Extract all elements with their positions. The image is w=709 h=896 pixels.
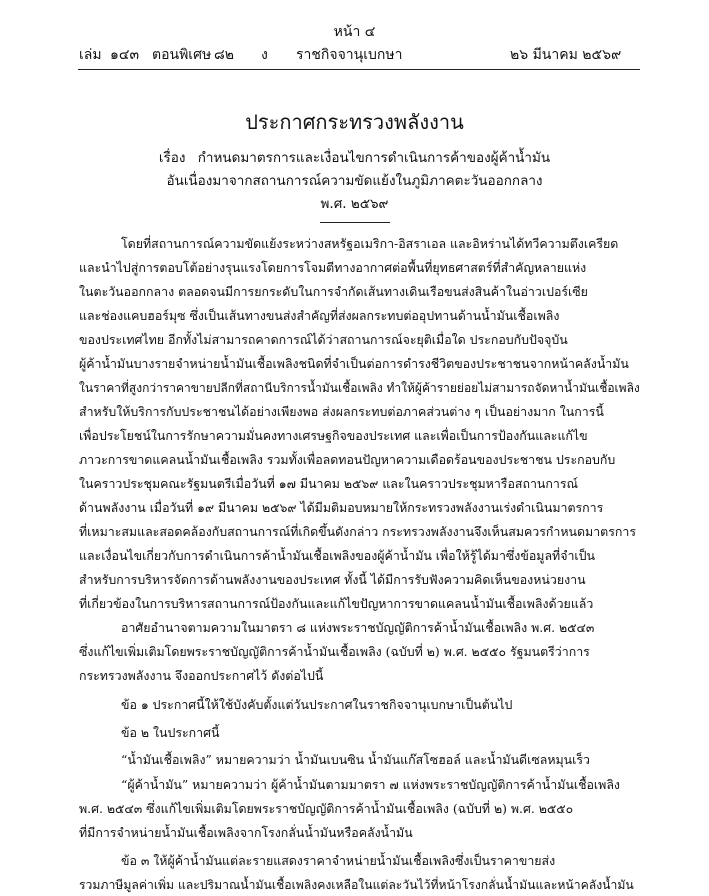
- body-line: และเงื่อนไขเกี่ยวกับการดำเนินการค้าน้ำมันเชื้อเพลิงของผู้ค้าน้ำมัน เพื่อให้รู้ได้มาซึ่งข้อมูลที่จำเป็น: [79, 548, 595, 563]
- body-line: ภาวะการขาดแคลนน้ำมันเชื้อเพลิง รวมทั้งเพื่อลดทอนปัญหาความเดือดร้อนของประชาชน ประกอบกับ: [79, 452, 616, 467]
- announcement-title: ประกาศกระทรวงพลังงาน: [245, 110, 464, 134]
- body-line: และช่องแคบฮอร์มุซ ซึ่งเป็นเส้นทางขนส่งสำคัญที่ส่งผลกระทบต่ออุปทานด้านน้ำมันเชื้อเพลิง: [79, 308, 560, 323]
- body-line: ในคราวประชุมคณะรัฐมนตรีเมื่อวันที่ ๑๗ มีนาคม ๒๕๖๙ และในคราวประชุมหารือสถานการณ์: [79, 476, 579, 491]
- body-line: รวมภาษีมูลค่าเพิ่ม และปริมาณน้ำมันเชื้อเพลิงคงเหลือในแต่ละวันไว้ที่หน้าโรงกลั่นน้ำมันและหน้าคลังน้ำมัน: [79, 878, 634, 892]
- volume-number: ๑๔๓: [110, 47, 140, 63]
- body-line: และนำไปสู่การตอบโต้อย่างรุนแรงโดยการโจมตีทางอากาศต่อพื้นที่ยุทธศาสตร์ที่สำคัญหลายแห่ง: [79, 260, 587, 275]
- clause-2: ข้อ ๒ ในประกาศนี้: [121, 725, 220, 740]
- body-line: ด้านพลังงาน เมื่อวันที่ ๑๙ มีนาคม ๒๕๖๙ ได้มีมติมอบหมายให้กระทรวงพลังงานเร่งดำเนินมาตรการ: [79, 500, 604, 515]
- body-line: โดยที่สถานการณ์ความขัดแย้งระหว่างสหรัฐอเมริกา-อิสราเอล และอิหร่านได้ทวีความตึงเครียด: [121, 236, 619, 251]
- body-line: ที่เหมาะสมและสอดคล้องกับสถานการณ์ที่เกิดขึ้นดังกล่าว กระทรวงพลังงานจึงเห็นสมควรกำหนดมาตรการ: [79, 524, 636, 539]
- header-rule: [78, 69, 640, 70]
- body-line: ในราคาที่สูงกว่าราคาขายปลีกที่สถานีบริการน้ำมันเชื้อเพลิง ทำให้ผู้ค้ารายย่อยไม่สามารถจัดหาน้ำมันเชื้อเพลิง: [79, 381, 640, 395]
- gazette-name: ราชกิจจานุเบกษา: [296, 47, 403, 63]
- body-line: สำหรับให้บริการกับประชาชนได้อย่างเพียงพอ ส่งผลกระทบต่อภาคส่วนต่าง ๆ เป็นอย่างมาก ในการนี้: [79, 404, 604, 419]
- title-rule: [320, 222, 390, 223]
- body-line: สำหรับการบริหารจัดการด้านพลังงานของประเทศ ทั้งนี้ ได้มีการรับฟังความคิดเห็นของหน่วยงาน: [79, 572, 586, 587]
- section-letter: ง: [261, 47, 268, 63]
- subject-text-1: กำหนดมาตรการและเงื่อนไขการดำเนินการค้าของผู้ค้าน้ำมัน: [197, 150, 551, 166]
- gazette-header: [0, 44, 709, 66]
- issue-date: ๒๖ มีนาคม ๒๕๖๙: [510, 47, 622, 63]
- body-line: ผู้ค้าน้ำมันบางรายจำหน่ายน้ำมันเชื้อเพลิงชนิดที่จำเป็นต่อการดำรงชีวิตของประชาชนจากหน้าคลังน้ำมัน: [79, 356, 629, 371]
- subject-prefix: เรื่อง: [158, 150, 186, 166]
- body-line: ที่มีการจำหน่ายน้ำมันเชื้อเพลิงจากโรงกลั่นน้ำมันหรือคลังน้ำมัน: [79, 825, 413, 840]
- definition-fuel: “น้ำมันเชื้อเพลิง” หมายความว่า น้ำมันเบนซิน น้ำมันแก๊สโซฮอล์ และน้ำมันดีเซลหมุนเร็ว: [121, 752, 590, 767]
- body-line: ที่เกี่ยวข้องในการบริหารสถานการณ์ป้องกันและแก้ไขปัญหาการขาดแคลนน้ำมันเชื้อเพลิงด้วยแล้ว: [79, 596, 594, 611]
- special-issue-label: ตอนพิเศษ: [152, 47, 212, 63]
- body-line: กระทรวงพลังงาน จึงออกประกาศไว้ ดังต่อไปนี้: [79, 668, 324, 683]
- body-line: อาศัยอำนาจตามความในมาตรา ๘ แห่งพระราชบัญญัติการค้าน้ำมันเชื้อเพลิง พ.ศ. ๒๕๔๓: [121, 620, 595, 635]
- special-issue-number: ๘๒: [214, 47, 235, 63]
- body-line: พ.ศ. ๒๕๔๓ ซึ่งแก้ไขเพิ่มเติมโดยพระราชบัญญัติการค้าน้ำมันเชื้อเพลิง (ฉบับที่ ๒) พ.ศ. ๒๕๕๐: [79, 801, 574, 816]
- body-line: ของประเทศไทย อีกทั้งไม่สามารถคาดการณ์ได้ว่าสถานการณ์จะยุติเมื่อใด ประกอบกับปัจจุบัน: [79, 332, 568, 347]
- definition-trader: “ผู้ค้าน้ำมัน” หมายความว่า ผู้ค้าน้ำมันตามมาตรา ๗ แห่งพระราชบัญญัติการค้าน้ำมันเชื้อเพลิง: [121, 777, 620, 792]
- clause-1: ข้อ ๑ ประกาศนี้ให้ใช้บังคับตั้งแต่วันประกาศในราชกิจจานุเบกษาเป็นต้นไป: [121, 697, 513, 712]
- subject-line-2: อันเนื่องมาจากสถานการณ์ความขัดแย้งในภูมิภาคตะวันออกกลาง: [166, 173, 543, 189]
- volume-label: เล่ม: [79, 47, 102, 63]
- body-line: ในตะวันออกกลาง ตลอดจนมีการยกระดับในการจำกัดเส้นทางเดินเรือขนส่งสินค้าในอ่าวเปอร์เซีย: [79, 284, 588, 299]
- page-number: หน้า ๔: [333, 24, 376, 40]
- subject-line-1: [0, 147, 709, 169]
- body-line: เพื่อประโยชน์ในการรักษาความมั่นคงทางเศรษฐกิจของประเทศ และเพื่อเป็นการป้องกันและแก้ไข: [79, 428, 588, 443]
- announcement-year: พ.ศ. ๒๕๖๙: [320, 196, 389, 212]
- body-line: ซึ่งแก้ไขเพิ่มเติมโดยพระราชบัญญัติการค้าน้ำมันเชื้อเพลิง (ฉบับที่ ๒) พ.ศ. ๒๕๕๐ รัฐมนตรีว่าการ: [79, 644, 590, 659]
- clause-3: ข้อ ๓ ให้ผู้ค้าน้ำมันแต่ละรายแสดงราคาจำหน่ายน้ำมันเชื้อเพลิงซึ่งเป็นราคาขายส่ง: [121, 853, 556, 868]
